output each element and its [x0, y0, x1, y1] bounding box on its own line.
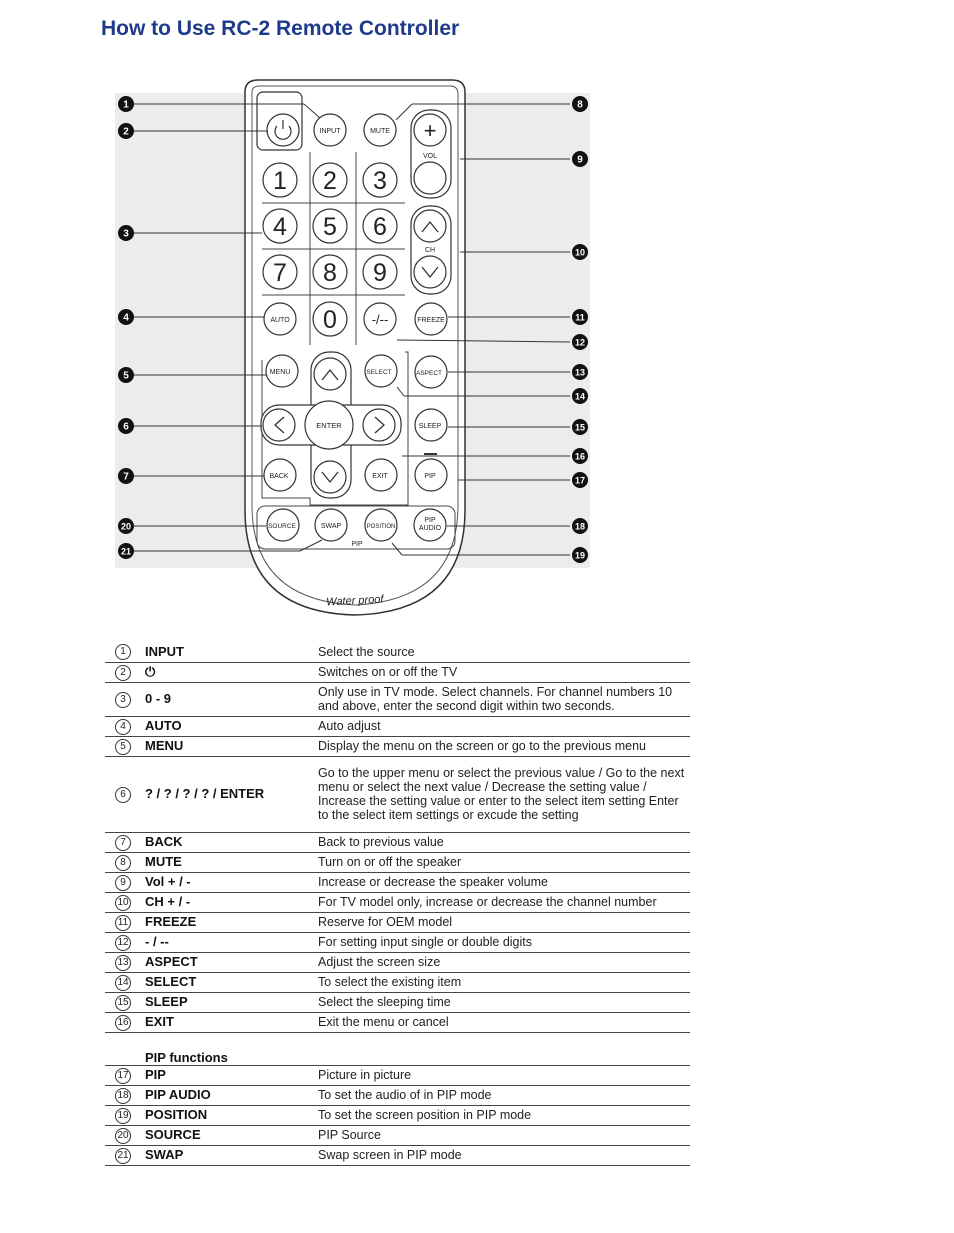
callout-number: 9 — [577, 154, 583, 166]
row-number: 16 — [115, 1015, 131, 1031]
callout-number: 6 — [123, 421, 129, 433]
svg-text:FREEZE: FREEZE — [417, 317, 445, 324]
table-row — [105, 1012, 690, 1032]
row-description: Turn on or off the speaker — [314, 852, 690, 872]
digit-label-5: 5 — [323, 213, 337, 241]
row-number: 19 — [115, 1108, 131, 1124]
row-number: 14 — [115, 975, 131, 991]
row-description: Auto adjust — [314, 716, 690, 736]
table-row — [105, 716, 690, 736]
row-description: For setting input single or double digits — [314, 932, 690, 952]
svg-text:EXIT: EXIT — [372, 473, 388, 480]
callout-number: 3 — [123, 228, 129, 240]
svg-text:POSITION: POSITION — [366, 524, 396, 530]
row-name: EXIT — [141, 1012, 314, 1032]
row-name: 0 - 9 — [141, 682, 314, 716]
row-name: BACK — [141, 832, 314, 852]
row-number: 9 — [115, 875, 131, 891]
row-number: 5 — [115, 739, 131, 755]
svg-text:SOURCE: SOURCE — [268, 523, 296, 530]
svg-text:MENU: MENU — [269, 369, 291, 376]
table-row — [105, 892, 690, 912]
callout-number: 18 — [574, 521, 586, 532]
row-name: PIP — [141, 1065, 314, 1085]
row-number: 8 — [115, 855, 131, 871]
table-row — [105, 932, 690, 952]
row-description: For TV model only, increase or decrease the channel number — [314, 892, 690, 912]
row-name: SELECT — [141, 972, 314, 992]
row-name: CH + / - — [141, 892, 314, 912]
row-number: 7 — [115, 835, 131, 851]
callout-number: 2 — [123, 126, 129, 138]
digit-label-4: 4 — [273, 213, 287, 241]
row-description: Increase or decrease the speaker volume — [314, 872, 690, 892]
row-name: POSITION — [141, 1105, 314, 1125]
row-description: To set the audio of in PIP mode — [314, 1085, 690, 1105]
page-title: How to Use RC-2 Remote Controller — [101, 17, 460, 40]
table-row — [105, 972, 690, 992]
pip-group-label: PIP — [351, 541, 363, 548]
digit-label-7: 7 — [273, 259, 287, 287]
digit-label-0: 0 — [323, 306, 337, 334]
row-number: 20 — [115, 1128, 131, 1144]
callout-number: 4 — [123, 312, 129, 324]
row-description: Only use in TV mode. Select channels. For channel numbers 10 and above, enter the second digit within two seconds. — [314, 682, 690, 716]
row-description: To set the screen position in PIP mode — [314, 1105, 690, 1125]
svg-text:PIP: PIP — [424, 473, 436, 480]
row-description: Switches on or off the TV — [314, 662, 690, 682]
ch-label: CH — [424, 247, 436, 254]
row-name: ASPECT — [141, 952, 314, 972]
table-row — [105, 1105, 690, 1125]
svg-text:SLEEP: SLEEP — [418, 423, 442, 430]
row-name: ⏻ — [141, 662, 314, 682]
row-description: Picture in picture — [314, 1065, 690, 1085]
right-button — [363, 409, 395, 441]
row-name: MUTE — [141, 852, 314, 872]
row-number: 17 — [115, 1068, 131, 1084]
svg-text:ENTER: ENTER — [316, 421, 342, 430]
row-number: 4 — [115, 719, 131, 735]
table-row — [105, 992, 690, 1012]
row-number: 15 — [115, 995, 131, 1011]
table-row — [105, 872, 690, 892]
row-number: 2 — [115, 665, 131, 681]
row-number: 21 — [115, 1148, 131, 1164]
svg-text:SWAP: SWAP — [320, 523, 342, 530]
waterproof-label: Water proof — [325, 593, 384, 609]
digit-label-3: 3 — [373, 167, 387, 195]
svg-text:PIP: PIP — [424, 517, 436, 524]
row-description: Display the menu on the screen or go to the previous menu — [314, 736, 690, 756]
row-description: Back to previous value — [314, 832, 690, 852]
table-row — [105, 736, 690, 756]
row-description: Swap screen in PIP mode — [314, 1145, 690, 1165]
row-name: SLEEP — [141, 992, 314, 1012]
row-number: 6 — [115, 787, 131, 803]
row-number: 1 — [115, 644, 131, 660]
digit-label-1: 1 — [273, 167, 287, 195]
mute-label: MUTE — [370, 128, 390, 135]
row-name: PIP AUDIO — [141, 1085, 314, 1105]
row-number: 12 — [115, 935, 131, 951]
table-row — [105, 682, 690, 716]
callout-number: 12 — [574, 337, 586, 348]
callout-number: 16 — [574, 451, 586, 462]
down-button — [314, 461, 346, 493]
row-name: - / -- — [141, 932, 314, 952]
row-description: Exit the menu or cancel — [314, 1012, 690, 1032]
row-description: To select the existing item — [314, 972, 690, 992]
row-name: Vol + / - — [141, 872, 314, 892]
svg-text:SELECT: SELECT — [366, 369, 392, 376]
svg-text:ASPECT: ASPECT — [415, 370, 443, 377]
row-description: PIP Source — [314, 1125, 690, 1145]
table-row — [105, 852, 690, 872]
digit-label-9: 9 — [373, 259, 387, 287]
callout-number: 7 — [123, 471, 129, 483]
callout-number: 13 — [574, 367, 586, 378]
svg-text:AUDIO: AUDIO — [418, 525, 442, 532]
row-name: SWAP — [141, 1145, 314, 1165]
row-description: Reserve for OEM model — [314, 912, 690, 932]
pip-functions-heading: PIP functions — [141, 1051, 690, 1066]
row-description: Go to the upper menu or select the previous value / Go to the next menu or select the next value / Decrease the setting value / Increase the setting value or enter to the select item setting Enter to the select item settings or excude the setting — [314, 756, 690, 832]
row-description: Select the sleeping time — [314, 992, 690, 1012]
vol-plus: + — [423, 118, 437, 143]
table-row — [105, 1085, 690, 1105]
left-button — [263, 409, 295, 441]
callout-number: 15 — [574, 422, 586, 433]
row-name: AUTO — [141, 716, 314, 736]
input-label: INPUT — [319, 128, 341, 135]
digit-label-8: 8 — [323, 259, 337, 287]
row-number: 11 — [115, 915, 131, 931]
svg-text:BACK: BACK — [269, 473, 289, 480]
callout-number: 10 — [574, 247, 586, 258]
row-name: SOURCE — [141, 1125, 314, 1145]
callout-number: 14 — [574, 391, 586, 402]
callout-number: 8 — [577, 99, 583, 111]
table-row — [105, 1145, 690, 1165]
table-row — [105, 912, 690, 932]
callout-number: 5 — [123, 370, 129, 382]
row-description: Select the source — [314, 642, 690, 662]
row-number: 10 — [115, 895, 131, 911]
table-row — [105, 952, 690, 972]
table-row — [105, 832, 690, 852]
callout-number: 20 — [120, 521, 132, 532]
row-name: MENU — [141, 736, 314, 756]
digit-label-6: 6 — [373, 213, 387, 241]
table-row — [105, 642, 690, 662]
callout-number: 21 — [120, 546, 132, 557]
row-number: 18 — [115, 1088, 131, 1104]
row-name: FREEZE — [141, 912, 314, 932]
svg-text:AUTO: AUTO — [270, 317, 290, 324]
row-name: ? / ? / ? / ? / ENTER — [141, 756, 314, 832]
callout-number: 19 — [574, 550, 586, 561]
row-name: INPUT — [141, 642, 314, 662]
row-number: 13 — [115, 955, 131, 971]
function-table — [105, 642, 690, 1166]
callout-number: 11 — [575, 312, 585, 323]
table-row — [105, 1065, 690, 1085]
callout-number: 17 — [574, 475, 586, 486]
power-button — [267, 114, 299, 146]
up-button — [314, 358, 346, 390]
vol-label: VOL — [422, 153, 438, 160]
row-number: 3 — [115, 692, 131, 708]
callout-number: 1 — [123, 99, 129, 111]
digit-label-2: 2 — [323, 167, 337, 195]
table-row — [105, 1125, 690, 1145]
table-row — [105, 662, 690, 682]
svg-text:-/--: -/-- — [371, 312, 389, 327]
row-description: Adjust the screen size — [314, 952, 690, 972]
table-row — [105, 756, 690, 832]
